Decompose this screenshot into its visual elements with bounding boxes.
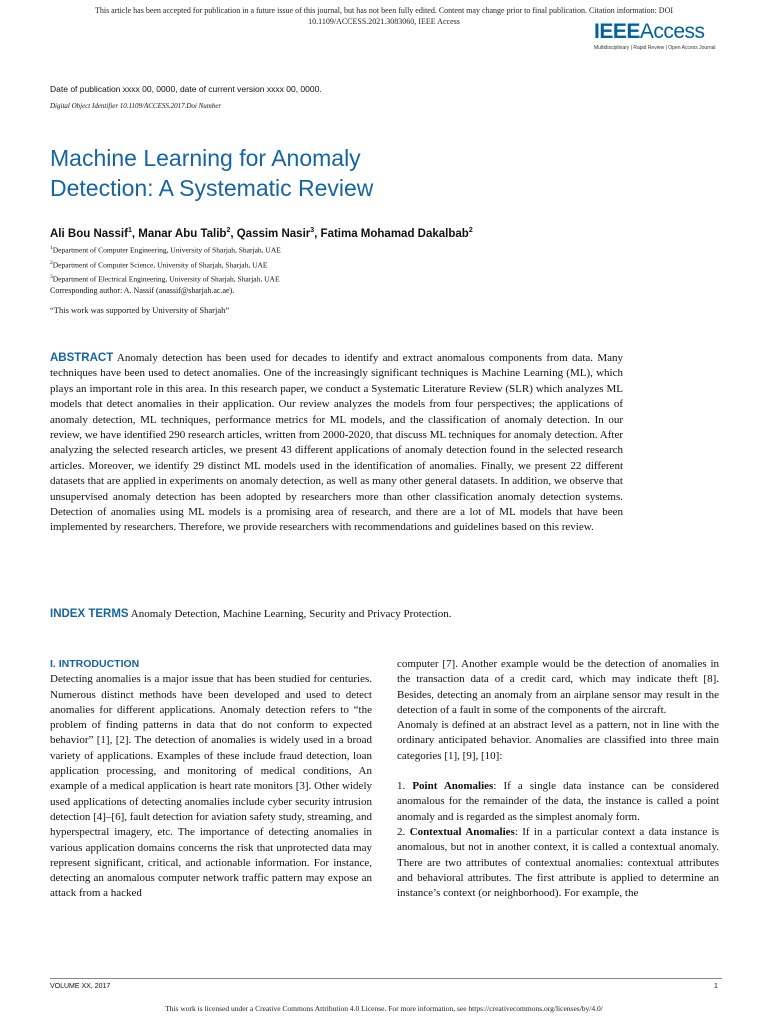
term-point-anomalies: Point Anomalies bbox=[412, 780, 494, 793]
intro-paragraph-continued: computer [7]. Another example would be the detection of anomalies in the transaction data of a credit card, which may indicate theft [8]. Besides, detecting an anomaly from an airplane sensor may result in the detection of a fault in some of the components of the aircraft. bbox=[397, 658, 719, 716]
author-affil-sup: 2 bbox=[468, 227, 473, 234]
title-line-2: Detection: A Systematic Review bbox=[50, 175, 374, 201]
author-name: Manar Abu Talib bbox=[138, 227, 227, 240]
author-affil-sup: 3 bbox=[310, 227, 315, 234]
body-column-right bbox=[397, 657, 719, 901]
license-notice: This work is licensed under a Creative Commons Attribution 4.0 License. For more information, see https://creativecommons.org/licenses/by/4.0/ bbox=[165, 1004, 603, 1013]
author-list: Ali Bou Nassif$^1$, Manar Abu Talib$^2$, Qassim Nasir$^3$, Fatima Mohamad Dakalbab$^2$ bbox=[50, 227, 473, 240]
anomaly-definition-paragraph: Anomaly is defined at an abstract level as a pattern, not in line with the ordinary anticipated behavior. Anomalies are classified into three main categories [1], [9], [10]: bbox=[397, 719, 719, 762]
section-heading-introduction: I. INTRODUCTION bbox=[50, 658, 140, 670]
volume-label: VOLUME XX, 2017 bbox=[50, 983, 111, 990]
funding-note: “This work was supported by University of Sharjah” bbox=[50, 305, 230, 315]
paper-title bbox=[50, 143, 610, 203]
author-name: Fatima Mohamad Dakalbab bbox=[320, 227, 469, 240]
affiliation-item: $^1$Department of Computer Engineering, University of Sharjah, Sharjah, UAE bbox=[50, 245, 281, 255]
ieee-access-logo bbox=[594, 20, 734, 58]
abstract-label: ABSTRACT bbox=[50, 352, 114, 364]
author-affil-sup: 1 bbox=[127, 227, 132, 234]
footer-divider bbox=[50, 978, 722, 979]
corresponding-author: Corresponding author: A. Nassif (anassif@sharjah.ac.ae). bbox=[50, 286, 235, 295]
list-item-point-anomalies: 1. Point Anomalies: If a single data instance can be considered anomalous for the remainder of the data, the instance is called a point anomaly and is regarded as the simplest anomaly form. bbox=[397, 780, 719, 823]
author-name: Ali Bou Nassif bbox=[50, 227, 128, 240]
doi-line: Digital Object Identifier 10.1109/ACCESS.2017.Doi Number bbox=[50, 102, 222, 110]
logo-tagline: Multidisciplinary | Rapid Review | Open Access Journal bbox=[594, 45, 716, 51]
index-terms-text: Anomaly Detection, Machine Learning, Security and Privacy Protection. bbox=[130, 608, 452, 620]
publication-notice-line2: 10.1109/ACCESS.2021.3083060, IEEE Access bbox=[308, 17, 460, 26]
affiliation-list bbox=[50, 242, 281, 286]
affiliation-item: $^2$Department of Computer Science, University of Sharjah, Sharjah, UAE bbox=[50, 259, 268, 269]
list-item-contextual-anomalies: 2. Contextual Anomalies: If in a particular context a data instance is anomalous, but not in another context, it is called a contextual anomaly. There are two attributes of contextual anomalies: contextual attributes and behavioral attributes. The first attribute is applied to determine an instance’s context (or neighborhood). For example, the bbox=[397, 825, 720, 900]
author-affil-sup: 2 bbox=[226, 227, 231, 234]
author-name: Qassim Nasir bbox=[236, 227, 311, 240]
term-contextual-anomalies: Contextual Anomalies bbox=[409, 825, 515, 838]
logo-access-text: Access bbox=[639, 20, 705, 43]
logo-ieee-text: IEEE bbox=[594, 20, 640, 43]
publication-notice-line1: This article has been accepted for publication in a future issue of this journal, but has not been fully edited. Content may change prior to final publication. Citation information: DOI bbox=[94, 6, 674, 15]
intro-paragraph: Detecting anomalies is a major issue that has been studied for centuries. Numerous distinct methods have been developed and used to detect anomalies for different applications. Anomaly detection refers to “the problem of finding patterns in data that do not conform to expected behavior” [1], [2]. The detection of anomalies is widely used in a broad variety of applications. Examples of these include fraud detection, loan application processing, and monitoring of medical conditions, An example of a medical application is heart rate monitors [3]. Other widely used applications of detecting anomalies include cyber security intrusion detection [4]–[6], fault detection for aviation safety study, streaming, and hyperspectral imagery, etc. The importance of detecting anomalies in various application domains concerns the risk that unprotected data may represent significant, critical, and actionable information. For instance, detecting an anomalous computer network traffic pattern may expose an attack from a hacked bbox=[50, 673, 372, 900]
index-terms-label: INDEX TERMS bbox=[50, 608, 129, 620]
affiliation-item: $^3$Department of Electrical Engineering, University of Sharjah, Sharjah, UAE bbox=[50, 274, 280, 284]
publication-date: Date of publication xxxx 00, 0000, date of current version xxxx 00, 0000. bbox=[50, 84, 322, 94]
abstract bbox=[50, 351, 623, 536]
abstract-text: Anomaly detection has been used for decades to identify and extract anomalous components from data. Many techniques have been used to detect anomalies. One of the increasingly significant techniques is Machine Learning (ML), which plays an important role in this area. In this research paper, we conduct a Systematic Literature Review (SLR) which analyzes ML models that detect anomalies in their application. Our review analyzes the models from four perspectives; the applications of anomaly detection, ML techniques, performance metrics for ML models, and the classification of anomaly detection. In our review, we have identified 290 research articles, written from 2000-2020, that discuss ML techniques for anomaly detection. After analyzing the selected research articles, we present 43 different applications of anomaly detection found in the selected research articles. Moreover, we identify 29 distinct ML models used in the identification of anomalies. Finally, we present 22 different datasets that are applied in experiments on anomaly detection, as well as many other general datasets. In addition, we observe that unsupervised anomaly detection has been adopted by researchers more than other classification anomaly detection systems. Detection of anomalies using ML models is a promising area of research, and there are a lot of ML models that have been implemented by researchers. Therefore, we provide researchers with recommendations and guidelines based on this review. bbox=[50, 352, 623, 534]
page-number: 1 bbox=[714, 983, 718, 990]
index-terms bbox=[50, 608, 650, 620]
title-line-1: Machine Learning for Anomaly bbox=[50, 145, 361, 171]
body-column-left bbox=[50, 657, 372, 902]
